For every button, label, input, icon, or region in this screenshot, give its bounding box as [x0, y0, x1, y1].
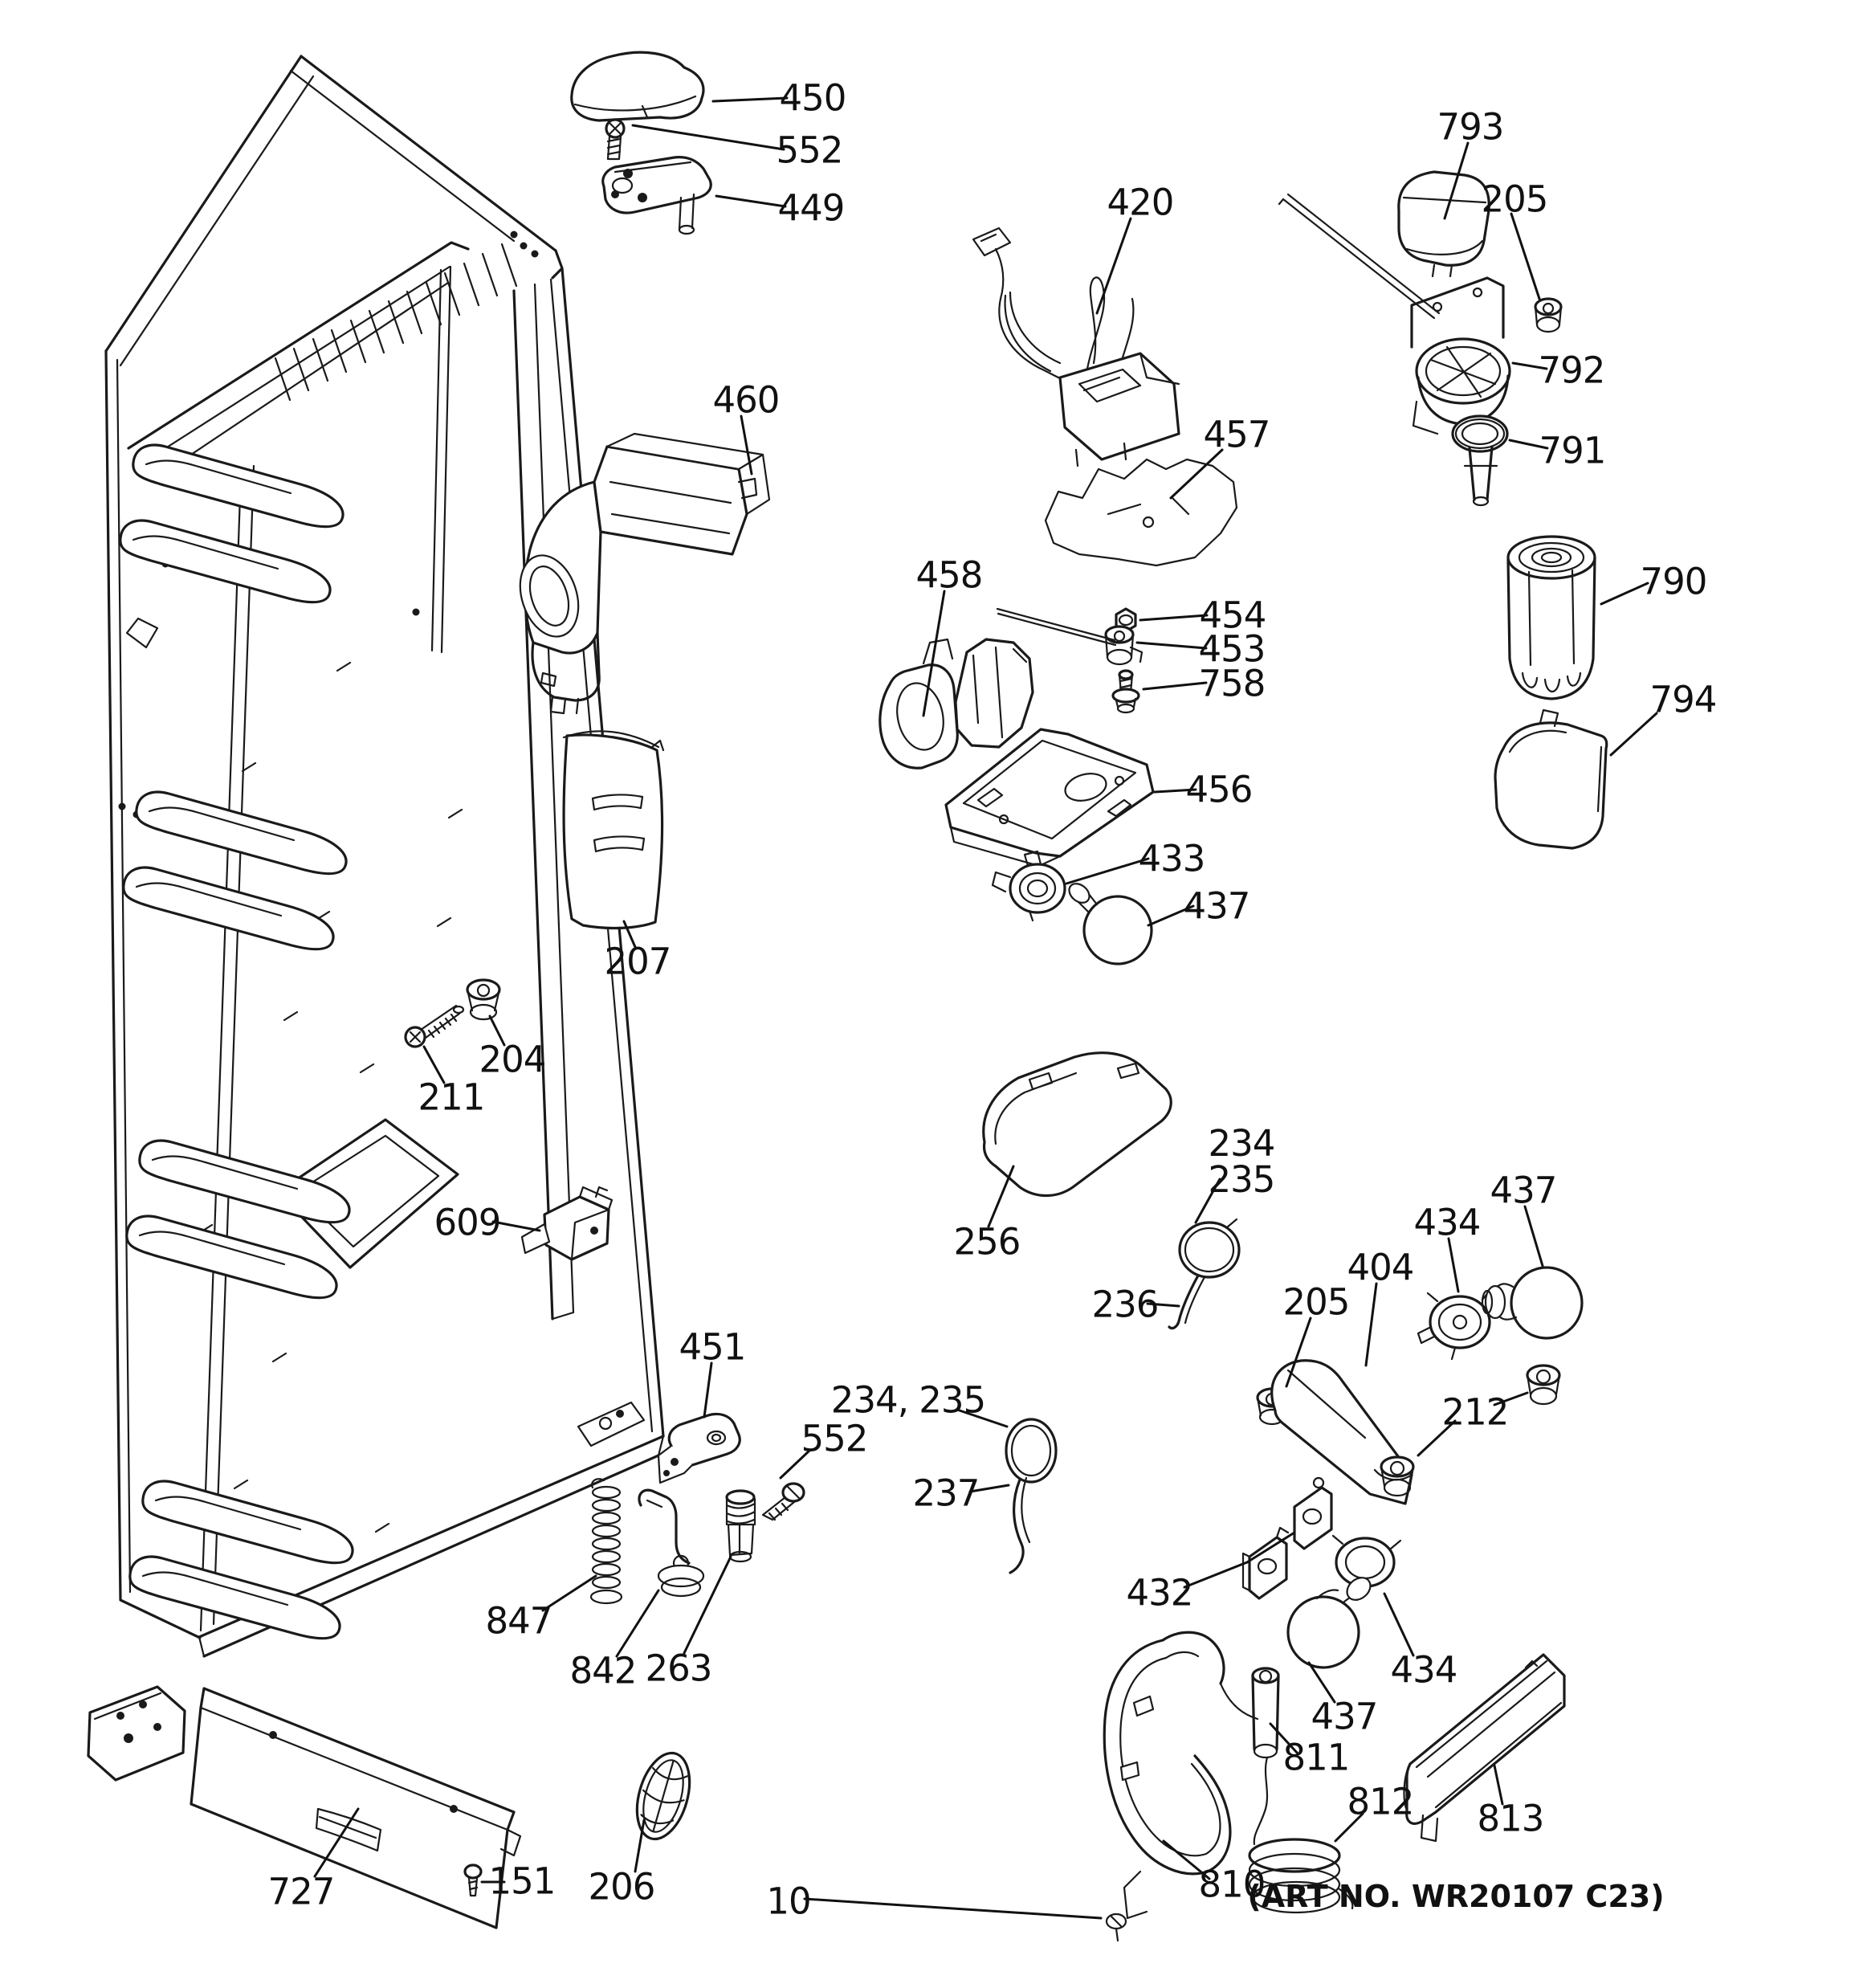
callout-151 [482, 1860, 555, 1903]
part-451-bracket [658, 1414, 740, 1483]
part-number-794: 794 [1649, 678, 1717, 721]
part-number-758: 758 [1198, 662, 1266, 705]
part-number-793: 793 [1437, 105, 1504, 149]
part-791-funnel [1453, 416, 1507, 505]
callout-204 [479, 1016, 546, 1081]
part-number-791: 791 [1539, 429, 1606, 472]
part-609-light-switch [522, 1187, 612, 1259]
callout-207 [605, 921, 671, 983]
part-number-810: 810 [1198, 1863, 1266, 1906]
part-456-tray [946, 729, 1153, 866]
part-number-552-mid: 552 [801, 1417, 868, 1460]
part-number-813: 813 [1477, 1797, 1544, 1840]
callout-552-mid [781, 1418, 867, 1479]
callout-236 [1092, 1284, 1179, 1326]
part-437-bulb-1 [1066, 880, 1152, 964]
part-number-811: 811 [1282, 1736, 1350, 1779]
part-437-bulb-3 [1288, 1574, 1375, 1668]
part-number-434-a: 434 [1413, 1201, 1481, 1244]
part-449-hinge-bracket [603, 157, 711, 234]
part-number-460: 460 [712, 378, 780, 422]
part-number-812: 812 [1347, 1780, 1414, 1823]
part-552-screw-top [606, 120, 624, 159]
part-552-screw-mid [763, 1484, 804, 1520]
callout-450 [713, 77, 846, 120]
part-number-451: 451 [679, 1325, 746, 1369]
part-number-205-mid: 205 [1282, 1280, 1350, 1324]
part-number-727: 727 [267, 1870, 335, 1913]
callout-437-a [1148, 885, 1249, 928]
part-793-module-cover [1399, 172, 1489, 276]
part-794-filter-cover [1495, 710, 1607, 848]
callout-812 [1335, 1781, 1413, 1842]
part-205-grommet-top [1535, 299, 1561, 332]
part-number-842: 842 [569, 1649, 637, 1692]
callout-437-c [1309, 1663, 1377, 1738]
leader-line-434-b [1384, 1594, 1413, 1655]
leader-line-205-top [1511, 214, 1539, 299]
part-263-stud [727, 1491, 755, 1561]
callout-790 [1601, 561, 1706, 605]
bottom-hinge-plate [578, 1402, 644, 1446]
part-237-sensor-lower [1006, 1419, 1056, 1573]
callout-847 [486, 1576, 596, 1643]
callout-437-b [1490, 1170, 1557, 1267]
part-433-lamp-socket [993, 851, 1065, 921]
leader-line-420 [1097, 218, 1131, 313]
part-number-432: 432 [1126, 1571, 1193, 1614]
part-811-fill-tube [1253, 1668, 1278, 1844]
callout-456 [1155, 769, 1252, 811]
callout-758 [1143, 663, 1265, 705]
part-number-453: 453 [1198, 627, 1266, 671]
part-758-screw [1113, 671, 1139, 712]
leader-line-433 [1066, 859, 1148, 884]
callout-420 [1097, 182, 1173, 314]
top-vent-hatching [275, 244, 516, 400]
leader-line-450 [713, 98, 787, 101]
leader-line-404 [1366, 1284, 1376, 1365]
part-number-205-top: 205 [1481, 178, 1548, 221]
callout-404 [1347, 1247, 1414, 1366]
leader-line-256 [989, 1166, 1013, 1227]
part-number-434-b: 434 [1390, 1648, 1457, 1692]
part-457-insulation-gasket [1046, 459, 1237, 565]
art-number: (ART NO. WR20107 C23) [1247, 1879, 1665, 1914]
callout-794 [1611, 679, 1716, 756]
callout-256 [954, 1166, 1021, 1263]
leader-line-434-a [1449, 1239, 1458, 1292]
part-number-450: 450 [779, 76, 846, 120]
part-204-spacer [467, 980, 499, 1019]
part-437-bulb-2 [1482, 1268, 1582, 1338]
part-number-204: 204 [479, 1038, 546, 1081]
part-842-closure-cam [639, 1490, 703, 1596]
leader-line-453 [1137, 643, 1206, 648]
lower-left-hinge-plate [88, 1687, 185, 1780]
part-number-234-235-pair: 234, 235 [830, 1378, 986, 1422]
callout-212 [1418, 1391, 1527, 1456]
part-206-fan-grille [628, 1747, 699, 1845]
part-number-433: 433 [1138, 837, 1205, 880]
part-number-10: 10 [766, 1880, 811, 1923]
part-211-screw [406, 1006, 463, 1047]
part-number-458: 458 [915, 553, 983, 597]
part-453-coupling [1106, 627, 1142, 664]
part-number-206: 206 [588, 1865, 655, 1908]
callout-234-235-stack [1196, 1122, 1274, 1223]
part-792-holder-bracket [1412, 278, 1510, 434]
part-number-552-top: 552 [776, 129, 843, 172]
part-number-456: 456 [1185, 768, 1253, 811]
part-434-socket-1 [1418, 1290, 1490, 1359]
leader-line-10 [805, 1899, 1101, 1918]
part-790-water-filter [1508, 537, 1595, 699]
leader-line-454 [1140, 615, 1207, 620]
callout-10 [766, 1880, 1101, 1923]
leader-line-437-b [1525, 1206, 1543, 1266]
part-number-207: 207 [604, 940, 671, 983]
part-256-cover [984, 1053, 1171, 1196]
part-212-grommet-a [1527, 1365, 1559, 1404]
part-207-access-panel [564, 731, 663, 928]
leader-line-758 [1143, 683, 1206, 689]
leader-line-552-top [633, 125, 784, 149]
part-number-212: 212 [1441, 1390, 1509, 1434]
part-number-847: 847 [485, 1599, 552, 1643]
part-number-792: 792 [1538, 349, 1605, 392]
part-458-dispenser-duct [880, 639, 1033, 768]
part-number-437-b: 437 [1490, 1169, 1557, 1212]
part-number-236: 236 [1091, 1283, 1159, 1326]
part-number-256: 256 [953, 1220, 1021, 1263]
callout-434-a [1414, 1202, 1481, 1292]
part-number-404: 404 [1347, 1246, 1414, 1289]
part-number-211: 211 [418, 1076, 485, 1119]
leader-line-432 [1184, 1562, 1247, 1587]
callout-234-235-pair [831, 1379, 1007, 1427]
callout-791 [1510, 430, 1605, 472]
part-number-234-235-stack: 234 235 [1208, 1121, 1275, 1201]
part-234-235-sensor-upper [1169, 1219, 1239, 1329]
part-dispenser-rod [997, 609, 1115, 645]
leader-line-449 [716, 196, 785, 206]
part-number-420: 420 [1107, 181, 1174, 224]
part-number-449: 449 [777, 186, 845, 230]
part-number-609: 609 [434, 1201, 501, 1244]
part-number-457: 457 [1203, 413, 1270, 456]
part-450-hinge-cover [572, 52, 703, 120]
part-420-icemaker-harness [973, 228, 1179, 466]
part-number-437-a: 437 [1183, 884, 1250, 928]
part-number-151: 151 [488, 1859, 556, 1903]
callout-792 [1513, 349, 1604, 392]
part-404-light-shield [1272, 1361, 1412, 1504]
part-847-spring [591, 1479, 622, 1603]
part-number-454: 454 [1199, 594, 1266, 637]
leader-line-451 [704, 1363, 711, 1417]
callout-434-b [1384, 1594, 1457, 1692]
part-number-437-c: 437 [1311, 1695, 1378, 1738]
callout-237 [913, 1472, 1009, 1515]
callout-449 [716, 187, 844, 230]
part-number-237: 237 [912, 1472, 980, 1515]
callout-451 [679, 1326, 746, 1418]
callout-813 [1478, 1766, 1544, 1840]
part-number-790: 790 [1640, 560, 1707, 603]
callout-433 [1066, 838, 1205, 884]
part-number-263: 263 [645, 1647, 712, 1690]
callout-211 [418, 1047, 485, 1119]
